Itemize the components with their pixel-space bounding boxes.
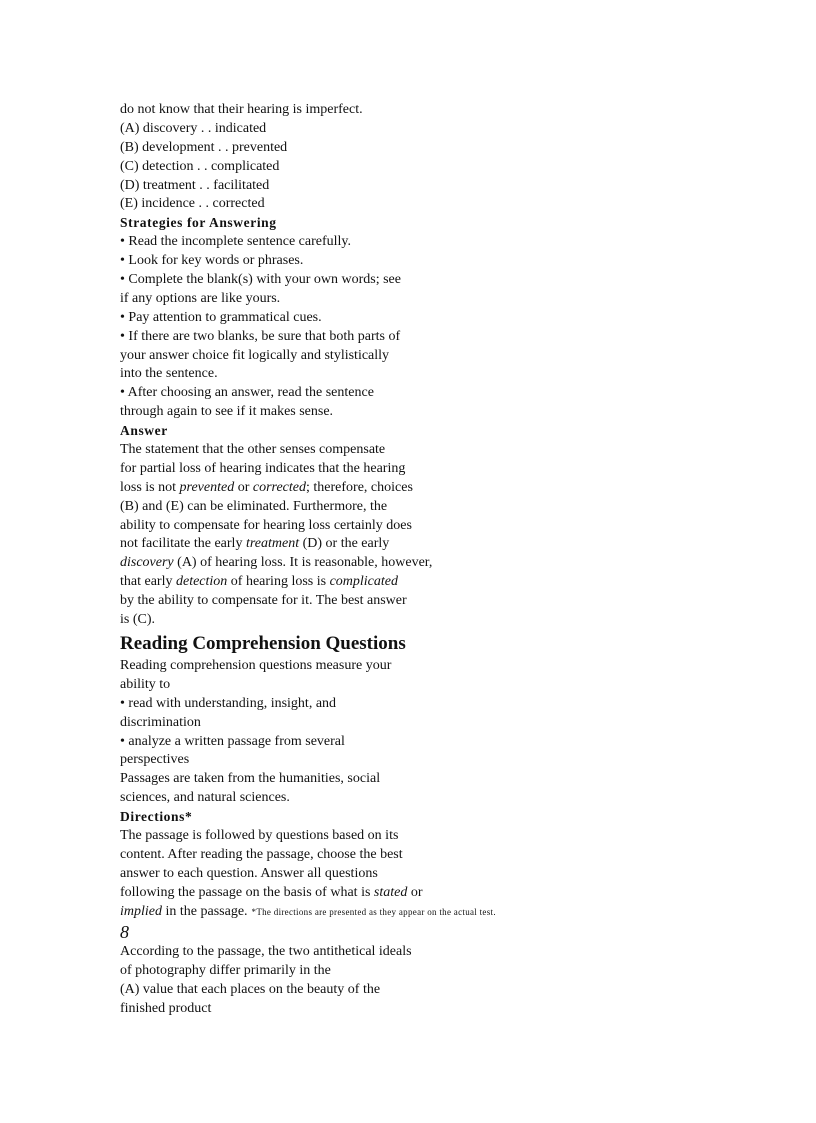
reading-line: sciences, and natural sciences. (120, 790, 290, 806)
question-line: of photography differ primarily in the (120, 963, 331, 979)
strategy-line: through again to see if it makes sense. (120, 404, 334, 420)
strategy-line: • If there are two blanks, be sure that both parts of (120, 328, 401, 344)
option-e: (E) incidence . . corrected (120, 196, 265, 212)
directions-line: answer to each question. Answer all questions (120, 865, 378, 881)
strategy-line: into the sentence. (120, 366, 218, 382)
directions-emphasis: stated (373, 884, 408, 900)
strategy-line: • Complete the blank(s) with your own words; see (120, 272, 401, 288)
reading-line: Passages are taken from the humanities, social (120, 771, 381, 787)
answer-text: of hearing loss is (227, 574, 330, 590)
directions-heading: Directions* (120, 809, 193, 825)
answer-line: by the ability to compensate for it. The best answer (120, 593, 407, 609)
answer-line: The statement that the other senses compensate (120, 442, 386, 458)
directions-line: content. After reading the passage, choose the best (120, 846, 403, 862)
strategy-line: • Pay attention to grammatical cues. (120, 309, 322, 325)
answer-emphasis: discovery (120, 555, 174, 571)
question-line: finished product (120, 1001, 212, 1017)
answer-line (120, 479, 680, 498)
answer-text: or (234, 479, 253, 495)
reading-line: ability to (120, 676, 171, 692)
directions-line (120, 903, 680, 922)
answer-line: (B) and (E) can be eliminated. Furthermore, the (120, 498, 388, 514)
answer-text: not facilitate the early (120, 536, 246, 552)
directions-text: in the passage. (162, 903, 248, 919)
answer-text: loss is not (120, 479, 180, 495)
answer-line (120, 573, 680, 592)
question-tail: do not know that their hearing is imperfect. (120, 102, 363, 117)
reading-line: • read with understanding, insight, and (120, 695, 337, 711)
answer-text: (A) of hearing loss. It is reasonable, however, (173, 555, 433, 571)
question-line: According to the passage, the two antithetical ideals (120, 944, 412, 960)
answer-heading: Answer (120, 423, 168, 439)
answer-emphasis: prevented (179, 479, 235, 495)
answer-emphasis: corrected (252, 479, 306, 495)
answer-text: (D) or the early (299, 536, 390, 552)
strategy-line: • Look for key words or phrases. (120, 253, 304, 269)
reading-line: perspectives (120, 752, 190, 768)
answer-line: for partial loss of hearing indicates that the hearing (120, 460, 406, 476)
answer-line: ability to compensate for hearing loss certainly does (120, 517, 412, 533)
answer-text: ; therefore, choices (306, 479, 413, 495)
strategy-line: • After choosing an answer, read the sentence (120, 385, 374, 401)
answer-text: that early (120, 574, 176, 590)
strategy-line: • Read the incomplete sentence carefully. (120, 234, 351, 250)
page-number: 8 (120, 922, 129, 943)
directions-text: following the passage on the basis of what is (120, 884, 374, 900)
strategy-line: if any options are like yours. (120, 290, 281, 306)
reading-line: Reading comprehension questions measure your (120, 657, 392, 673)
answer-line (120, 554, 680, 573)
directions-emphasis: implied (120, 903, 162, 919)
section-heading: Reading Comprehension Questions (120, 632, 406, 654)
directions-footnote: *The directions are presented as they appear on the actual test. (251, 906, 496, 917)
answer-emphasis: detection (175, 574, 228, 590)
option-c: (C) detection . . complicated (120, 158, 280, 174)
reading-line: • analyze a written passage from several (120, 733, 345, 749)
strategies-heading: Strategies for Answering (120, 215, 277, 231)
strategy-line: your answer choice fit logically and stylistically (120, 347, 390, 363)
answer-emphasis: complicated (329, 574, 398, 590)
directions-text: or (407, 884, 423, 900)
reading-line: discrimination (120, 714, 201, 730)
option-b: (B) development . . prevented (120, 139, 288, 155)
option-d: (D) treatment . . facilitated (120, 177, 270, 193)
answer-line (120, 535, 680, 554)
option-a: (A) discovery . . indicated (120, 120, 267, 136)
question-line: (A) value that each places on the beauty of the (120, 982, 381, 998)
answer-line: is (C). (120, 612, 155, 628)
directions-line (120, 884, 680, 903)
document-page (120, 101, 680, 1019)
directions-line: The passage is followed by questions based on its (120, 827, 399, 843)
answer-emphasis: treatment (245, 536, 300, 552)
